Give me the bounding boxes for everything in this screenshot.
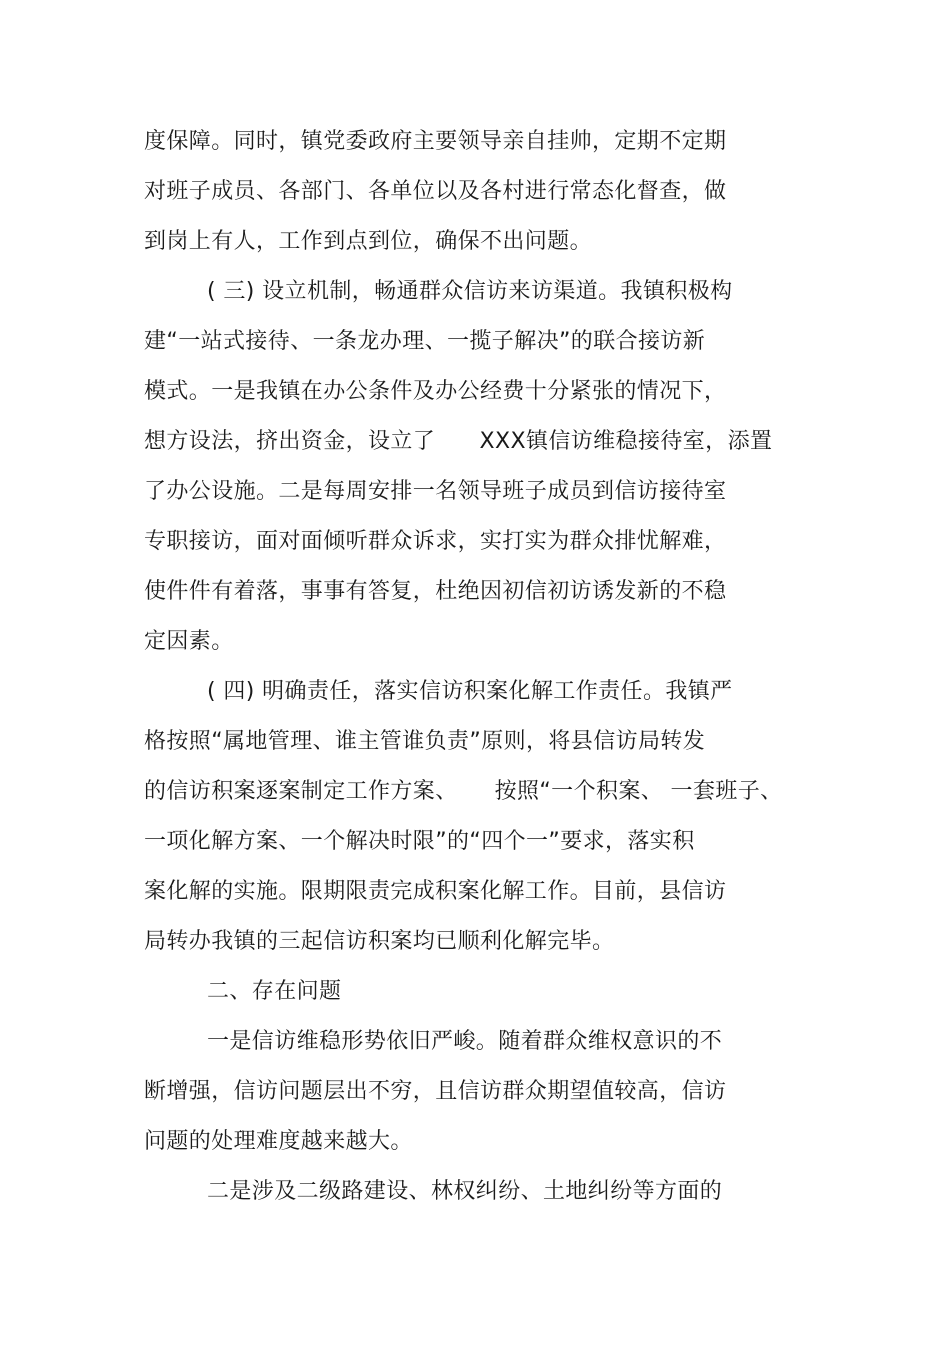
body-line: 度保障。同时，镇党委政府主要领导亲自挂帅，定期不定期 xyxy=(144,129,727,154)
section-heading-paragraph: ( 三) 设立机制，畅通群众信访来访渠道。我镇积极构 xyxy=(207,279,733,304)
body-line: 建“一站式接待、一条龙办理、一揽子解决”的联合接访新 xyxy=(144,329,706,354)
section-title: 二、存在问题 xyxy=(207,979,342,1004)
body-line: 的信访积案逐案制定工作方案、 按照“一个积案、 一套班子、 xyxy=(144,779,783,804)
section-heading-paragraph: ( 四) 明确责任，落实信访积案化解工作责任。我镇严 xyxy=(207,679,733,704)
body-line: 到岗上有人，工作到点到位，确保不出问题。 xyxy=(144,229,593,254)
body-line: 二是涉及二级路建设、林权纠纷、土地纠纷等方面的 xyxy=(207,1179,723,1204)
body-line: 格按照“属地管理、谁主管谁负责”原则，将县信访局转发 xyxy=(144,729,706,754)
body-line: 一项化解方案、一个解决时限”的“四个一”要求，落实积 xyxy=(144,829,695,854)
body-line: 局转办我镇的三起信访积案均已顺利化解完毕。 xyxy=(144,929,615,954)
body-line: 定因素。 xyxy=(144,629,234,654)
body-line: 模式。一是我镇在办公条件及办公经费十分紧张的情况下， xyxy=(144,379,727,404)
body-line: 使件件有着落，事事有答复，杜绝因初信初访诱发新的不稳 xyxy=(144,579,727,604)
body-line: 问题的处理难度越来越大。 xyxy=(144,1129,413,1154)
body-line: 案化解的实施。限期限责完成积案化解工作。目前，县信访 xyxy=(144,879,727,904)
body-line: 断增强，信访问题层出不穷，且信访群众期望值较高，信访 xyxy=(144,1079,727,1104)
body-line: 了办公设施。二是每周安排一名领导班子成员到信访接待室 xyxy=(144,479,727,504)
body-line: 对班子成员、各部门、各单位以及各村进行常态化督查，做 xyxy=(144,179,727,204)
body-line: 一是信访维稳形势依旧严峻。随着群众维权意识的不 xyxy=(207,1029,723,1054)
body-line: 想方设法，挤出资金，设立了 XXX镇信访维稳接待室，添置 xyxy=(144,429,773,454)
body-line: 专职接访，面对面倾听群众诉求，实打实为群众排忧解难， xyxy=(144,529,727,554)
